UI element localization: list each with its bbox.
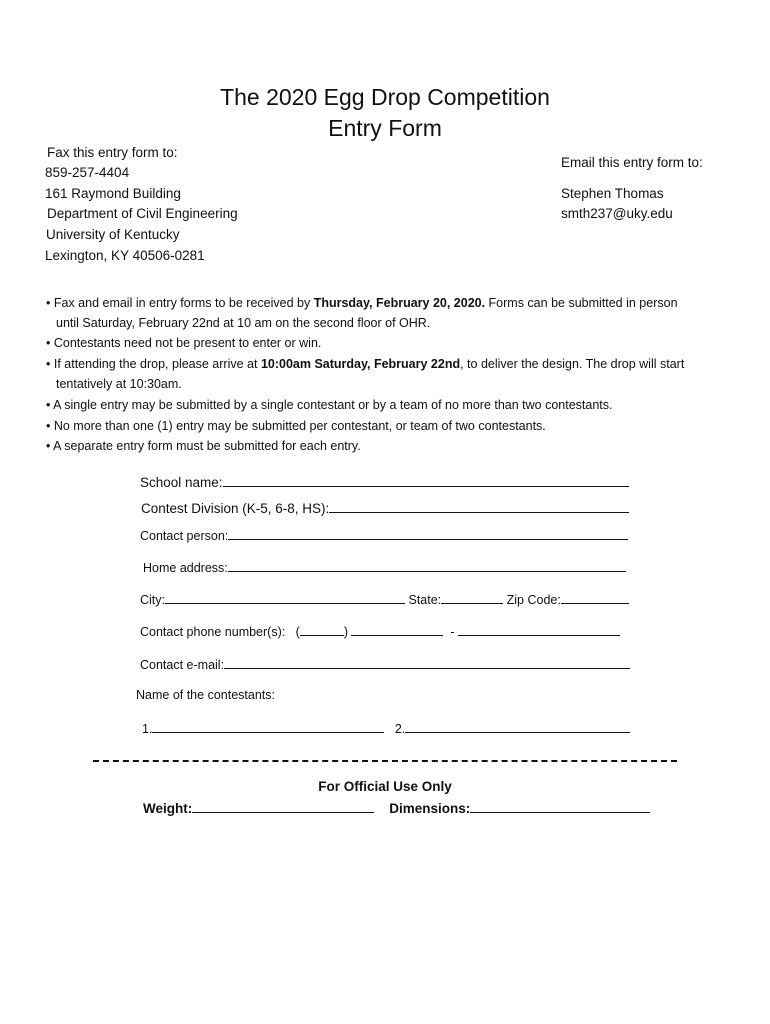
- rule-arrival-cont: tentatively at 10:30am.: [56, 377, 182, 391]
- phone-prefix-line[interactable]: [351, 623, 443, 636]
- division-label: Contest Division (K-5, 6-8, HS):: [141, 501, 330, 516]
- fax-address-line2: Department of Civil Engineering: [47, 206, 238, 221]
- rule-deadline-cont: until Saturday, February 22nd at 10 am on the second floor of OHR.: [56, 316, 431, 330]
- phone-label: Contact phone number(s):: [140, 625, 286, 639]
- city-line[interactable]: [165, 591, 405, 604]
- zip-label: Zip Code:: [506, 593, 561, 607]
- weight-line[interactable]: [192, 800, 374, 813]
- phone-dash: -: [450, 625, 455, 639]
- rule-entry-size: • A single entry may be submitted by a single contestant or by a team of no more than two contestants.: [46, 398, 613, 412]
- email-label: Email this entry form to:: [561, 155, 703, 170]
- contact-email-field[interactable]: [140, 656, 630, 672]
- contestant-2-label: 2.: [394, 722, 406, 736]
- dimensions-line[interactable]: [470, 800, 650, 813]
- school-name-field[interactable]: [140, 474, 629, 490]
- phone-row: [140, 623, 620, 639]
- fax-label: Fax this entry form to:: [47, 145, 178, 160]
- contestant-2-line[interactable]: [405, 720, 630, 733]
- contestant-1-line[interactable]: [152, 720, 384, 733]
- state-line[interactable]: [441, 591, 503, 604]
- phone-number-line[interactable]: [458, 623, 620, 636]
- form-title-line1: The 2020 Egg Drop Competition: [220, 84, 550, 110]
- contact-person-field[interactable]: [140, 527, 628, 543]
- form-title-line2: Entry Form: [328, 115, 442, 141]
- rule-arrival: • If attending the drop, please arrive at 10:00am Saturday, February 22nd, to deliver the design. The drop will start: [46, 357, 685, 371]
- contestants-row: [142, 720, 630, 736]
- cut-line-divider: [93, 760, 677, 762]
- contestants-label: Name of the contestants:: [136, 688, 275, 702]
- phone-area-line[interactable]: [300, 623, 344, 636]
- email-contact-address: smth237@uky.edu: [561, 206, 673, 221]
- rule-presence: • Contestants need not be present to enter or win.: [46, 336, 322, 350]
- contact-email-label: Contact e-mail:: [140, 658, 225, 672]
- fax-address-line3: University of Kentucky: [46, 227, 180, 242]
- phone-area-close: ): [343, 625, 348, 639]
- zip-line[interactable]: [561, 591, 629, 604]
- state-label: State:: [408, 593, 442, 607]
- division-field[interactable]: [141, 500, 629, 516]
- weight-label: Weight:: [143, 801, 193, 816]
- school-name-label: School name:: [140, 475, 223, 490]
- contact-email-line[interactable]: [224, 656, 630, 669]
- official-use-row: [143, 800, 650, 816]
- contestant-1-label: 1.: [142, 722, 153, 736]
- fax-number: 859-257-4404: [45, 165, 130, 180]
- rule-separate-form: • A separate entry form must be submitted for each entry.: [46, 439, 361, 453]
- email-contact-name: Stephen Thomas: [561, 186, 664, 201]
- fax-address-line4: Lexington, KY 40506-0281: [45, 248, 205, 263]
- phone-area-open: (: [295, 625, 300, 639]
- official-use-heading: For Official Use Only: [318, 779, 452, 794]
- contact-person-line[interactable]: [228, 527, 628, 540]
- city-label: City:: [140, 593, 165, 607]
- city-state-zip-row: [140, 591, 629, 607]
- rule-deadline: • Fax and email in entry forms to be received by Thursday, February 20, 2020. Forms can be submitted in person: [46, 296, 678, 310]
- home-address-field[interactable]: [143, 559, 626, 575]
- home-address-line[interactable]: [228, 559, 626, 572]
- rule-entry-limit: • No more than one (1) entry may be submitted per contestant, or team of two contestants.: [46, 419, 546, 433]
- school-name-line[interactable]: [223, 474, 629, 487]
- fax-address-line1: 161 Raymond Building: [45, 186, 181, 201]
- division-line[interactable]: [329, 500, 629, 513]
- dimensions-label: Dimensions:: [389, 801, 471, 816]
- home-address-label: Home address:: [143, 561, 228, 575]
- contact-person-label: Contact person:: [140, 529, 229, 543]
